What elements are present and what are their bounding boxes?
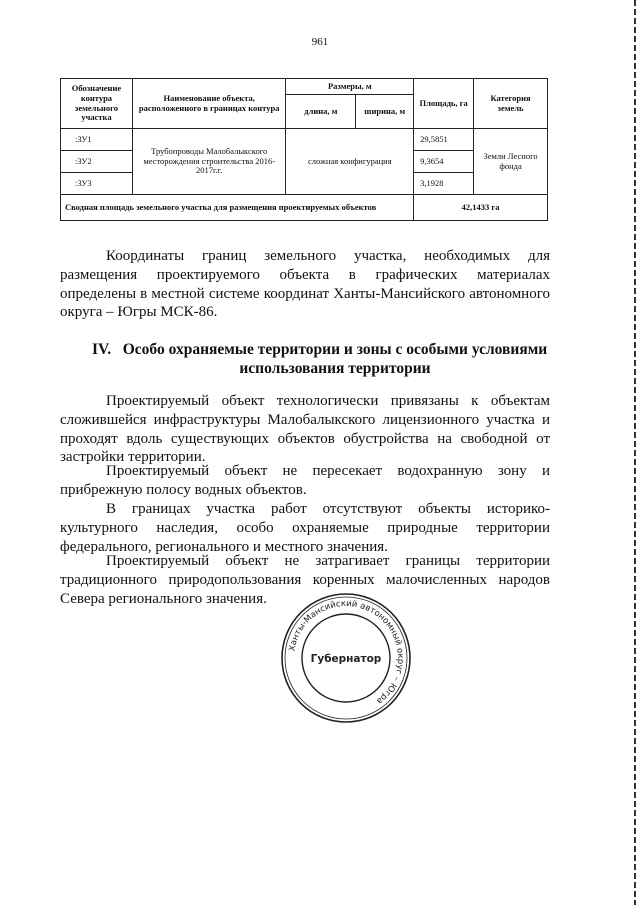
body-paragraph: Проектируемый объект не пересекает водохранную зону и прибрежную полосу водных объектов. (60, 463, 550, 498)
body-paragraph: Проектируемый объект не затрагивает границы территории традиционного природопользования коренных малочисленных народов Севера регионального значения. (60, 553, 550, 607)
plot-area: 3,1928 (414, 173, 474, 195)
table-row (61, 129, 548, 151)
header-object-name: Наименование объекта, расположенного в границах контура (132, 79, 286, 129)
plot-id: :ЗУ2 (61, 151, 133, 173)
section-title: Особо охраняемые территории и зоны с особыми условиями использования территории (122, 341, 548, 377)
stamp-center-text: Губернатор (310, 653, 382, 665)
summary-row (61, 195, 548, 221)
header-length: длина, м (286, 95, 356, 129)
category-cell: Земли Лесного фонда (474, 129, 548, 195)
plot-area: 29,5851 (414, 129, 474, 151)
plot-id: :ЗУ1 (61, 129, 133, 151)
scan-edge (634, 0, 636, 905)
plot-area: 9,3654 (414, 151, 474, 173)
summary-value: 42,1433 га (414, 195, 548, 221)
section-heading (60, 340, 550, 378)
header-width: ширина, м (356, 95, 414, 129)
body-paragraph: Проектируемый объект технологически привязаны к объектам сложившейся инфраструктуры Малобалыкского лицензионного участка и проходят вдоль существующих объектов обустройства на свободной от застройки территории. (60, 393, 550, 466)
header-designation: Обозначение контура земельного участка (61, 79, 133, 129)
coordinates-paragraph: Координаты границ земельного участка, необходимых для размещения проектируемого объекта в графических материалах определены в местной системе координат Ханты-Мансийского автономного округа – Югры МСК-86. (60, 248, 550, 321)
size-cell: сложная конфигурация (286, 129, 414, 195)
header-sizes: Размеры, м (286, 79, 414, 95)
governor-seal-stamp (278, 590, 414, 726)
plot-id: :ЗУ3 (61, 173, 133, 195)
page-number: 961 (311, 36, 329, 48)
stamp-ring-text: Ханты-Мансийский автономный округ – Югра (287, 598, 406, 706)
header-category: Категория земель (474, 79, 548, 129)
land-plot-table (60, 78, 548, 221)
summary-label: Сводная площадь земельного участка для размещения проектируемых объектов (61, 195, 414, 221)
header-area: Площадь, га (414, 79, 474, 129)
section-number: IV. (92, 341, 112, 358)
object-name-cell: Трубопроводы Малобалыкского месторождения строительства 2016-2017г.г. (132, 129, 286, 195)
body-paragraph: В границах участка работ отсутствуют объекты историко-культурного наследия, особо охраняемые природные территории федерального, регионального и местного значения. (60, 501, 550, 555)
